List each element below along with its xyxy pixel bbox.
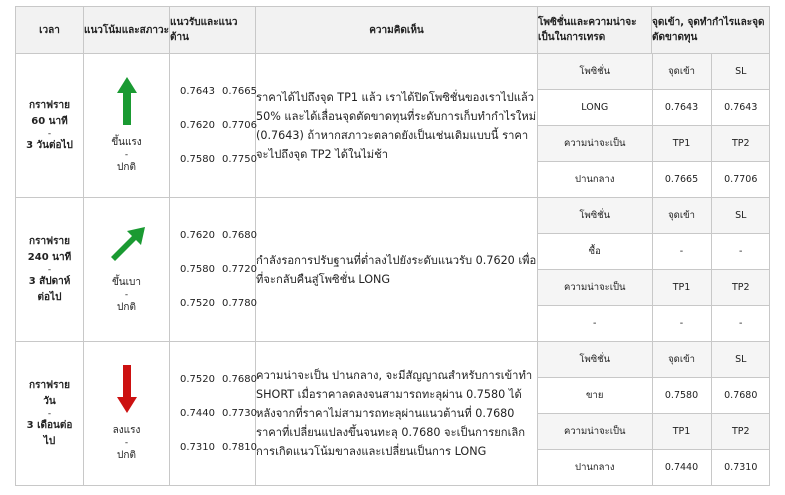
header-comment: ความคิดเห็น [256, 7, 538, 54]
timeframe-horizon: 3 สัปดาห์ [28, 275, 71, 287]
trade-setup-cell [538, 342, 770, 486]
setup-entry-value: 0.7643 [652, 90, 711, 126]
resistance-level: 0.7810 [222, 441, 257, 453]
setup-position-value: ขาย [538, 378, 652, 414]
setup-tp1-label: TP1 [652, 414, 711, 450]
timeframe-label: กราฟราย [29, 379, 70, 391]
up-icon [117, 77, 137, 125]
setup-probability-value: - [538, 306, 652, 342]
down-icon [117, 365, 137, 413]
header-time: เวลา [16, 7, 84, 54]
comment-cell: ราคาได้ไปถึงจุด TP1 แล้ว เราได้ปิดโพซิชั่นของเราไปแล้ว 50% และได้เลื่อนจุดตัดขาดทุนที่ระดับการเก็บทำกำไรใหม่ (0.7643) ถ้าหากสภาวะตลาดยังเป็นเช่นเดิมแบบนี้ ราคาจะไปถึงจุด TP2 ได้ในไม่ช้า [256, 54, 538, 198]
timeframe-label: กราฟราย [29, 235, 70, 247]
setup-sl-value: 0.7680 [711, 378, 770, 414]
setup-tp1-label: TP1 [652, 126, 711, 162]
timeframe-period: วัน [43, 395, 56, 407]
table-row [16, 54, 770, 198]
trend-cell [84, 342, 170, 486]
trade-setup-table [538, 54, 770, 197]
level-pair [170, 109, 255, 143]
support-level: 0.7620 [180, 229, 215, 241]
level-pair [170, 363, 255, 397]
resistance-level: 0.7720 [222, 263, 257, 275]
timeframe-label: กราฟราย [29, 99, 70, 111]
trend-separator: - [124, 437, 129, 448]
resistance-level: 0.7780 [222, 297, 257, 309]
header-levels: แนวรับและแนวต้าน [170, 7, 256, 54]
trend-state: ปกติ [117, 161, 136, 173]
timeframe-cell [16, 198, 84, 342]
setup-values-row [538, 90, 770, 126]
level-pair [170, 397, 255, 431]
setup-probability-label: ความน่าจะเป็น [538, 270, 652, 306]
trade-setup-table [538, 198, 770, 341]
support-level: 0.7580 [180, 153, 215, 165]
timeframe-cell [16, 342, 84, 486]
resistance-level: 0.7730 [222, 407, 257, 419]
timeframe-period: 60 นาที [31, 115, 68, 127]
setup-sl-value: - [711, 234, 770, 270]
header-entry: จุดเข้า, จุดทำกำไรและจุดตัดขาดทุน [652, 7, 770, 54]
trend-strength: ขึ้นแรง [111, 136, 142, 148]
setup-values-row [538, 234, 770, 270]
analysis-table [15, 6, 770, 486]
trend-state: ปกติ [117, 301, 136, 313]
setup-position-value: ซื้อ [538, 234, 652, 270]
setup-tp2-value: - [739, 318, 743, 329]
setup-position-label: โพซิชั่น [538, 54, 652, 90]
setup-entry-label: จุดเข้า [652, 198, 711, 234]
resistance-level: 0.7706 [222, 119, 257, 131]
setup-values-row [538, 306, 770, 342]
header-row [16, 7, 770, 54]
level-pair [170, 431, 255, 465]
setup-tp2-label: TP2 [711, 126, 770, 162]
setup-sl-label: SL [711, 54, 770, 90]
level-pair [170, 75, 255, 109]
resistance-level: 0.7680 [222, 229, 257, 241]
setup-position-label: โพซิชั่น [538, 198, 652, 234]
timeframe-horizon-cont: ไป [43, 435, 56, 447]
trend-cell [84, 198, 170, 342]
trend-state: ปกติ [117, 449, 136, 461]
timeframe-cell [16, 54, 84, 198]
setup-sl-value: 0.7643 [711, 90, 770, 126]
support-level: 0.7520 [180, 297, 215, 309]
setup-header-row [538, 414, 770, 450]
trade-setup-cell [538, 54, 770, 198]
level-pair [170, 253, 255, 287]
trend-strength: ลงแรง [112, 424, 141, 436]
comment-cell: กำลังรอการปรับฐานที่ต่ำลงไปยังระดับแนวรับ 0.7620 เพื่อที่จะกลับคืนสู่โพซิชั่น LONG [256, 198, 538, 342]
setup-tp1-value: - [652, 306, 711, 342]
setup-header-row [538, 270, 770, 306]
setup-values-row [538, 450, 770, 486]
setup-header-row [538, 126, 770, 162]
trend-cell [84, 54, 170, 198]
trade-setup-cell [538, 198, 770, 342]
table-row [16, 342, 770, 486]
setup-entry-label: จุดเข้า [652, 342, 711, 378]
setup-tp2-label: TP2 [711, 414, 770, 450]
levels-cell [170, 198, 256, 342]
levels-cell [170, 342, 256, 486]
header-position: โพซิชั่นและความน่าจะเป็นในการเทรด [538, 7, 652, 54]
support-level: 0.7580 [180, 263, 215, 275]
support-level: 0.7620 [180, 119, 215, 131]
trade-setup-table [538, 342, 770, 485]
resistance-level: 0.7665 [222, 85, 257, 97]
comment-cell: ความน่าจะเป็น ปานกลาง, จะมีสัญญาณสำหรับการเข้าทำ SHORT เมื่อราคาลดลงจนสามารถทะลุผ่าน 0.7580 ได้หลังจากที่ราคาไม่สามารถทะลุผ่านแนวต้านที่ 0.7680 ราคาที่เปลี่ยนแปลงขึ้นจนทะลุ 0.7680 จะเป็นการยกเลิกการเกิดแนวโน้มขาลงและเปลี่ยนเป็นการ LONG [256, 342, 538, 486]
setup-probability-label: ความน่าจะเป็น [538, 414, 652, 450]
setup-header-row [538, 342, 770, 378]
setup-probability-value: ปานกลาง [538, 162, 652, 198]
timeframe-period: 240 นาที [27, 251, 72, 263]
level-pair [170, 143, 255, 177]
timeframe-separator: - [47, 128, 52, 139]
setup-values-row [538, 162, 770, 198]
timeframe-separator: - [47, 264, 52, 275]
setup-probability-value: ปานกลาง [538, 450, 652, 486]
timeframe-separator: - [47, 408, 52, 419]
setup-tp2-value: 0.7706 [724, 174, 758, 185]
setup-tp2-label: TP2 [711, 270, 770, 306]
timeframe-horizon-cont: ต่อไป [37, 291, 62, 303]
setup-header-row [538, 198, 770, 234]
level-pair [170, 219, 255, 253]
header-trend: แนวโน้มและสภาวะ [84, 7, 170, 54]
support-level: 0.7520 [180, 373, 215, 385]
setup-sl-label: SL [711, 342, 770, 378]
setup-position-value: LONG [538, 90, 652, 126]
trend-separator: - [124, 289, 129, 300]
setup-sl-label: SL [711, 198, 770, 234]
resistance-level: 0.7680 [222, 373, 257, 385]
support-level: 0.7440 [180, 407, 215, 419]
support-level: 0.7310 [180, 441, 215, 453]
setup-entry-value: 0.7580 [652, 378, 711, 414]
setup-entry-label: จุดเข้า [652, 54, 711, 90]
setup-tp1-value: 0.7440 [652, 450, 711, 486]
setup-tp1-value: 0.7665 [652, 162, 711, 198]
setup-values-row [538, 378, 770, 414]
timeframe-horizon: 3 เดือนต่อ [26, 419, 73, 431]
trend-strength: ขึ้นเบา [111, 276, 142, 288]
level-pair [170, 287, 255, 321]
up-right-icon [107, 225, 147, 265]
setup-header-row [538, 54, 770, 90]
levels-cell [170, 54, 256, 198]
support-level: 0.7643 [180, 85, 215, 97]
timeframe-horizon: 3 วันต่อไป [26, 139, 73, 151]
resistance-level: 0.7750 [222, 153, 257, 165]
table-row [16, 198, 770, 342]
setup-entry-value: - [652, 234, 711, 270]
setup-tp2-value: 0.7310 [724, 462, 758, 473]
setup-probability-label: ความน่าจะเป็น [538, 126, 652, 162]
setup-position-label: โพซิชั่น [538, 342, 652, 378]
trend-separator: - [124, 149, 129, 160]
setup-tp1-label: TP1 [652, 270, 711, 306]
